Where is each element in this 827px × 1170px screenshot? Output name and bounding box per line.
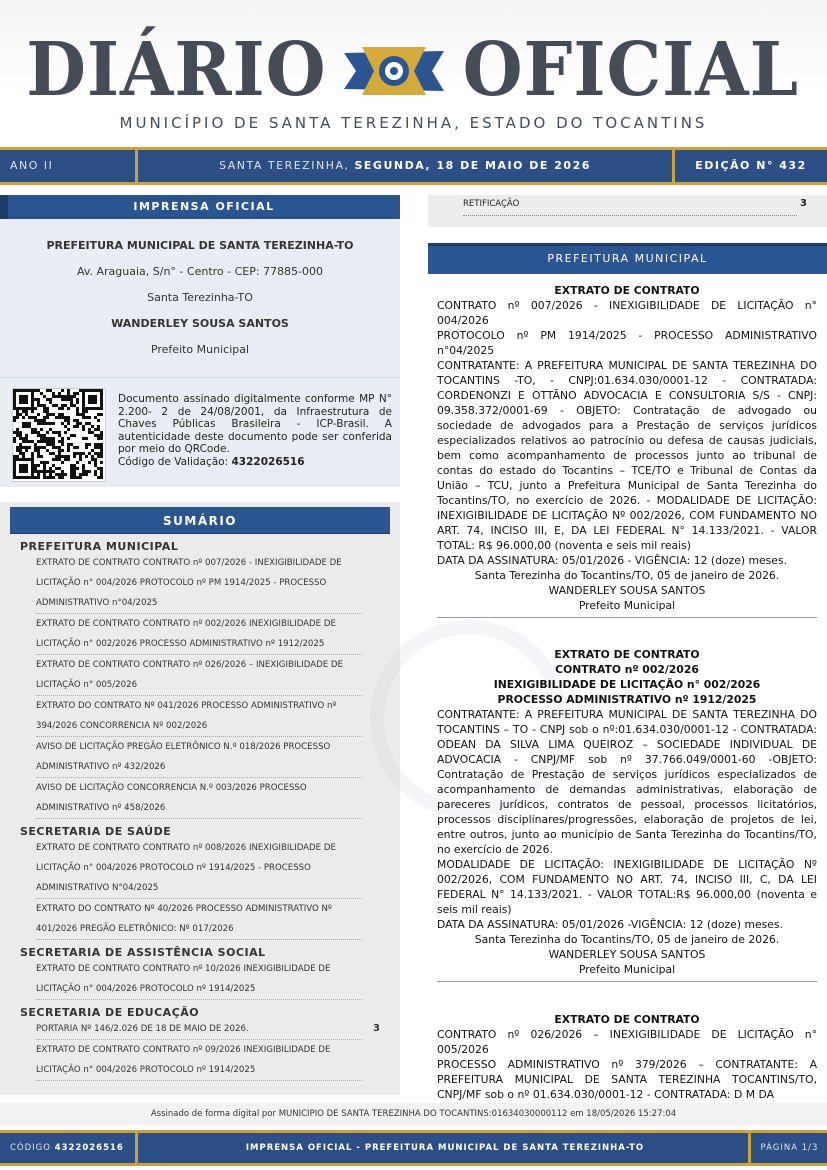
validation-code: 4322026516	[231, 455, 305, 468]
summary-header: SUMÁRIO	[10, 507, 390, 534]
masthead	[0, 0, 827, 145]
extrato-3	[437, 1012, 817, 1102]
summary-item-text: PORTARIA Nº 146/2.026 DE 18 DE MAIO DE 2026.	[36, 1024, 249, 1034]
imprensa-header: IMPRENSA OFICIAL	[0, 195, 400, 219]
summary-item-page: 3	[373, 1023, 380, 1034]
edition-info-bar	[0, 147, 827, 185]
extrato-1-title: EXTRATO DE CONTRATO	[554, 284, 700, 297]
summary-item[interactable]	[36, 696, 362, 737]
summary-section-title: SECRETARIA DE EDUCAÇÃO	[20, 1006, 200, 1019]
summary-item[interactable]	[36, 959, 362, 1000]
masthead-word-left: DIÁRIO	[26, 27, 327, 113]
date-line	[140, 150, 670, 182]
extrato-2-role: Prefeito Municipal	[578, 963, 676, 976]
extrato-2-body: CONTRATANTE: A PREFEITURA MUNICIPAL DE SANTA TEREZINHA DO TOCANTINS – TO - CNPJ sob o nº:01.634.030/0001-12 - CONTRATADA: ODEAN DA SILVA LIMA QUEIROZ – SOCIEDADE INDIVIDUAL DE ADVOCACIA - CNPJ/MF sob nº 37.766.049/0001-60 -OBJETO: Contratação de Prestação de serviços jurídicos especializados de acompanhamento de demandas administrativas, elaboração de pareceres jurídicos, contratos de pessoal, processos licitatórios, processos disciplinares/progressões, elaboração de projetos de lei, entre outros, junto ao município de Santa Terezinha do Tocantins/TO, no exercício de 2026.	[437, 708, 817, 856]
footer-center: IMPRENSA OFICIAL - PREFEITURA MUNICIPAL DE SANTA TEREZINHA-TO	[245, 1143, 645, 1153]
retificacao-label: RETIFICAÇÃO	[463, 199, 520, 209]
org-city: Santa Terezinha-TO	[147, 291, 253, 304]
extrato-1-protocol: PROTOCOLO nº PM 1914/2025 - PROCESSO ADMINISTRATIVO n°04/2025	[437, 329, 817, 357]
summary-item[interactable]	[36, 614, 362, 655]
summary-item[interactable]	[36, 553, 362, 614]
org-name: PREFEITURA MUNICIPAL DE SANTA TEREZINHA-TO	[46, 239, 354, 252]
extrato-1-contract: CONTRATO nº 007/2026 - INEXIGIBILIDADE DE LICITAÇÃO n° 004/2026	[437, 299, 817, 327]
retificacao-entry[interactable]	[428, 195, 827, 227]
summary-item-text: EXTRATO DE CONTRATO CONTRATO nº 002/2026 INEXIGIBILIDADE DE LICITAÇÃO n° 002/2026 PROCESSO ADMINISTRATIVO nº 1912/2025	[36, 619, 336, 649]
extrato-1-place: Santa Terezinha do Tocantins/TO, 05 de janeiro de 2026.	[474, 569, 780, 582]
city-label: SANTA TEREZINHA,	[219, 159, 355, 172]
edition-number: EDIÇÃO N° 432	[695, 159, 807, 172]
extrato-2	[437, 647, 817, 982]
masthead-title	[0, 28, 827, 113]
mayor-role: Prefeito Municipal	[150, 343, 250, 356]
validation-code-label: Código de Validação:	[118, 455, 232, 468]
summary-section-title: SECRETARIA DE ASSISTÊNCIA SOCIAL	[20, 946, 266, 959]
extrato-2-modality: MODALIDADE DE LICITAÇÃO: INEXIGIBILIDADE DE LICITAÇÃO Nº 002/2026, COM FUNDAMENTO NO ART. 74, INCISO III, C, DA LEI FEDERAL N° 14.133/2021. - VALOR TOTAL:R$ 96.000,00 (noventa e seis mil reais)	[437, 858, 817, 916]
masthead-subtitle: MUNICÍPIO DE SANTA TEREZINHA, ESTADO DO TOCANTINS	[119, 114, 708, 132]
summary-list	[0, 540, 400, 1081]
summary-item-text: EXTRATO DE CONTRATO CONTRATO nº 007/2026 - INEXIGIBILIDADE DE LICITAÇÃO n° 004/2026 PROTOCOLO nº PM 1914/2025 - PROCESSO ADMINISTRATIVO n°04/2025	[36, 558, 342, 608]
retificacao-page: 3	[800, 198, 807, 209]
footer-page: PÁGINA 1/3	[760, 1143, 819, 1153]
summary-section-title: PREFEITURA MUNICIPAL	[20, 540, 179, 553]
summary-item[interactable]	[36, 899, 362, 940]
municipal-emblem-icon	[344, 41, 444, 101]
extrato-3-contract: CONTRATO nº 026/2026 – INEXIGIBILIDADE DE LICITAÇÃO n° 005/2026	[437, 1028, 817, 1056]
extrato-2-place: Santa Terezinha do Tocantins/TO, 05 de janeiro de 2026.	[474, 933, 780, 946]
qr-code-icon[interactable]	[12, 388, 106, 482]
extrato-3-body: PROCESSO ADMINISTRATIVO nº 379/2026 – CONTRATANTE: A PREFEITURA MUNICIPAL DE SANTA TEREZINHA TOCANTINS/TO, CNPJ/MF sob o nº 01.634.030/0001-12 - CONTRATADA: D M DA	[437, 1058, 817, 1101]
extrato-2-dates: DATA DA ASSINATURA: 05/01/2026 -VIGÊNCIA: 12 (doze) meses.	[437, 918, 783, 931]
summary-item-text: EXTRATO DO CONTRATO Nº 041/2026 PROCESSO ADMINISTRATIVO nº 394/2026 CONCORRENCIA Nº 002/2026	[36, 701, 337, 731]
summary-item[interactable]	[36, 1019, 380, 1040]
summary-item-text: AVISO DE LICITAÇÃO CONCORRENCIA N.º 003/2026 PROCESSO ADMINISTRATIVO nº 458/2026	[36, 783, 307, 813]
summary-item-text: EXTRATO DE CONTRATO CONTRATO nº 09/2026 INEXIGIBILIDADE DE LICITAÇÃO n° 004/2026 PROTOCOLO nº 1914/2025	[36, 1045, 331, 1075]
summary-box	[0, 502, 400, 1095]
footer-code-label: CÓDIGO	[10, 1143, 55, 1153]
footer-code	[10, 1133, 124, 1163]
extrato-1-role: Prefeito Municipal	[578, 599, 676, 612]
digital-signature-line: Assinado de forma digital por MUNICIPIO DE SANTA TEREZINHA DO TOCANTINS:01634030000112 em 18/05/2026 15:27:04	[0, 1103, 827, 1125]
extrato-1-body: CONTRATANTE: A PREFEITURA MUNICIPAL DE SANTA TEREZINHA DO TOCANTINS -TO, - CNPJ:01.634.030/0001-12 - CONTRATADA: CORDENONZI E OTTÃNO ADVOCACIA E CONSULTORIA S/S - CNPJ: 09.358.372/0001-69 - OBJETO: Contratação de advogado ou sociedade de advogados para a Prestação de serviços jurídicos especializados relativos ao patrocínio ou defesa de causas judiciais, bem como acompanhamento de processos junto ao tribunal de contas do estado do Tocantins – TCE/TO e Tribunal de Contas da União – TCU, junto a Prefeitura Municipal de Santa Terezinha do Tocantins/TO, no exercício de 2026. - MODALIDADE DE LICITAÇÃO: INEXIGIBILIDADE DE LICITAÇÃO Nº 002/2026, COM FUNDAMENTO NO ART. 74, INCISO III, E, DA LEI FEDERAL N° 14.133/2021. - VALOR TOTAL: R$ 96.000,00 (noventa e seis mil reais)	[437, 359, 817, 552]
extrato-1-dates: DATA DA ASSINATURA: 05/01/2026 - VIGÊNCIA: 12 (doze) meses.	[437, 554, 788, 567]
summary-item-text: AVISO DE LICITAÇÃO PREGÃO ELETRÔNICO N.º 018/2026 PROCESSO ADMINISTRATIVO nº 432/2026	[36, 742, 331, 772]
year-label: ANO II	[10, 159, 54, 172]
mayor-name: WANDERLEY SOUSA SANTOS	[111, 317, 289, 330]
extrato-2-process: PROCESSO ADMINISTRATIVO nº 1912/2025	[497, 693, 757, 706]
summary-item[interactable]	[36, 655, 362, 696]
summary-item[interactable]	[36, 838, 362, 899]
footer-bar	[0, 1130, 827, 1166]
extrato-1-signer: WANDERLEY SOUSA SANTOS	[548, 584, 706, 597]
org-address: Av. Araguaia, S/n° - Centro - CEP: 77885-000	[76, 265, 324, 278]
extrato-2-signer: WANDERLEY SOUSA SANTOS	[548, 948, 706, 961]
extrato-2-contract: CONTRATO nº 002/2026	[555, 663, 699, 676]
extrato-3-title: EXTRATO DE CONTRATO	[554, 1013, 700, 1026]
extrato-1	[437, 283, 817, 618]
signature-notice-text: Documento assinado digitalmente conforme MP N° 2.200- 2 de 24/08/2001, da Infraestrutura de Chaves Públicas Brasileira - ICP-Brasil. A autenticidade deste documento pode ser conferida por meio do QRCode.	[118, 393, 392, 455]
summary-item-text: EXTRATO DO CONTRATO Nº 40/2026 PROCESSO ADMINISTRATIVO Nº 401/2026 PREGÃO ELETRÔNICO: Nº 017/2026	[36, 904, 332, 934]
summary-item[interactable]	[36, 1040, 362, 1081]
summary-item-text: EXTRATO DE CONTRATO CONTRATO nº 10/2026 INEXIGIBILIDADE DE LICITAÇÃO n° 004/2026 PROTOCOLO nº 1914/2025	[36, 964, 331, 994]
extrato-2-inexigibilidade: INEXIGIBILIDADE DE LICITAÇÃO n° 002/2026	[493, 678, 761, 691]
extrato-2-title: EXTRATO DE CONTRATO	[554, 648, 700, 661]
edition-date: SEGUNDA, 18 DE MAIO DE 2026	[354, 159, 591, 172]
summary-item[interactable]	[36, 737, 362, 778]
summary-section-title: SECRETARIA DE SAÚDE	[20, 825, 172, 838]
summary-item-text: EXTRATO DE CONTRATO CONTRATO nº 008/2026 INEXIGIBILIDADE DE LICITAÇÃO n° 004/2026 PROTOCOLO nº 1914/2025 - PROCESSO ADMINISTRATIVO N°04/2025	[36, 843, 336, 893]
footer-code-value: 4322026516	[54, 1143, 124, 1153]
imprensa-oficial-box	[0, 195, 400, 487]
summary-item[interactable]	[36, 778, 362, 819]
signature-notice	[118, 393, 392, 468]
prefeitura-section-header: PREFEITURA MUNICIPAL	[428, 243, 827, 274]
summary-item-text: EXTRATO DE CONTRATO CONTRATO nº 026/2026 – INEXIGIBILIDADE DE LICITAÇÃO n° 005/2026	[36, 660, 343, 690]
masthead-word-right: OFICIAL	[462, 27, 800, 113]
